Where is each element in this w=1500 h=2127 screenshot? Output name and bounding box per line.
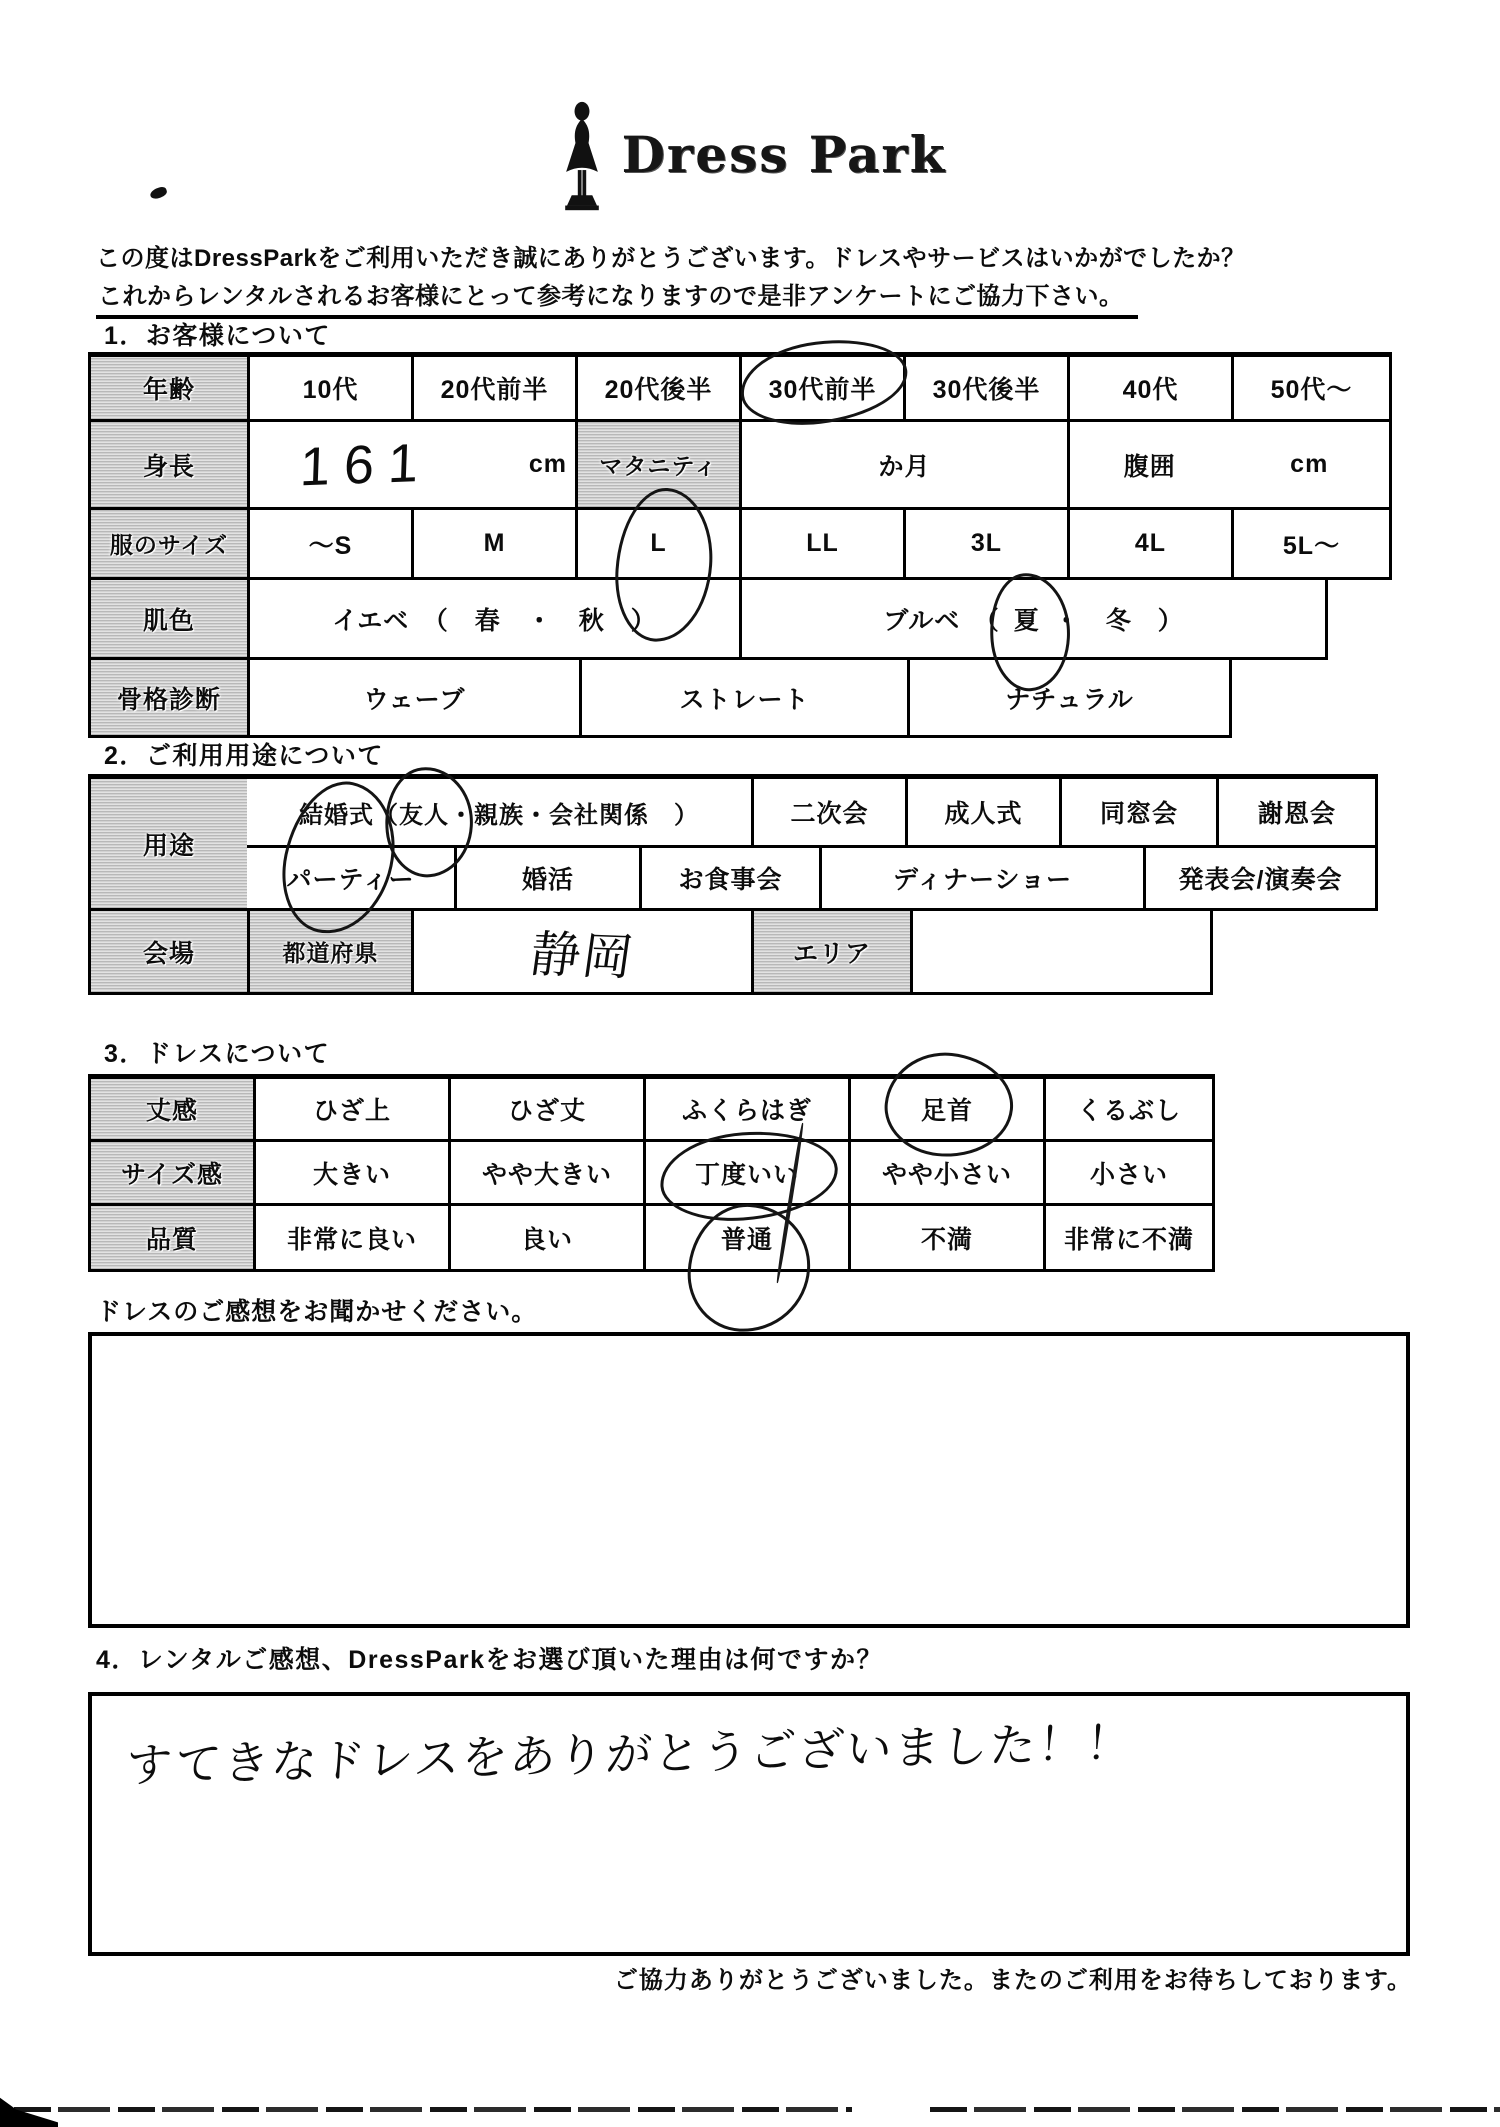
age-option: 10代 (247, 357, 411, 419)
purpose-paren: （ (374, 801, 399, 829)
purpose-row1 (247, 779, 1375, 845)
quality-option: 非常に不満 (1043, 1206, 1212, 1269)
skin-blue-cell (739, 580, 1325, 657)
age-option-selected (739, 357, 903, 419)
purpose-option: 成人式 (905, 779, 1059, 845)
handwritten-answer: すてきなドレスをありがとうございました！！ (124, 1716, 1136, 1792)
length-option: くるぶし (1043, 1079, 1212, 1139)
intro-line1: この度はDressParkをご利用いただき誠にありがとうございます。ドレスやサービスはいかがでしたか？ (96, 245, 1246, 272)
venue-label: 会場 (91, 911, 247, 992)
quality-option: 良い (448, 1206, 643, 1269)
fit-option: やや小さい (848, 1142, 1043, 1203)
skin-option-label: 夏 (1013, 606, 1040, 635)
length-option-selected (848, 1079, 1043, 1139)
dress-comment-box (88, 1332, 1410, 1628)
purpose-option: 二次会 (751, 779, 905, 845)
waist-label: 腹囲 (1123, 452, 1176, 481)
skeleton-option: ナチュラル (907, 660, 1229, 735)
skin-label: 肌色 (91, 580, 247, 657)
dress-table (88, 1074, 1215, 1272)
purpose-label: 用途 (91, 779, 247, 908)
purpose-options (247, 779, 1375, 908)
length-option-label: 足首 (920, 1097, 973, 1125)
logo (0, 92, 1500, 217)
purpose-option-wedding (247, 779, 751, 845)
skin-blue-selected (1014, 601, 1040, 637)
purpose-row2 (247, 845, 1375, 908)
age-option: 50代～ (1231, 357, 1389, 419)
length-label: 丈感 (91, 1079, 253, 1139)
age-row (88, 352, 1392, 422)
rental-comment-box (88, 1692, 1410, 1956)
size-label: 服のサイズ (91, 510, 247, 577)
scan-line-artifact (14, 2107, 852, 2112)
purpose-table (88, 774, 1378, 995)
prefecture-value-cell (411, 911, 751, 992)
fit-option: やや大きい (448, 1142, 643, 1203)
purpose-option: パーティー (286, 866, 415, 894)
purpose-option: 婚活 (454, 848, 639, 908)
prefecture-label: 都道府県 (247, 911, 411, 992)
age-option-label: 30代前半 (768, 376, 877, 404)
fit-label: サイズ感 (91, 1142, 253, 1203)
skin-yellow-cell: イエベ （ 春 ・ 秋 ） (247, 580, 739, 657)
height-row (88, 422, 1392, 510)
area-value-cell (910, 911, 1210, 992)
waist-cell (1067, 422, 1389, 507)
purpose-option: 謝恩会 (1216, 779, 1375, 845)
height-unit: cm (528, 450, 567, 478)
section4-title: 4．レンタルご感想、DressParkをお選び頂いた理由は何ですか？ (96, 1646, 883, 1674)
skeleton-row (88, 660, 1232, 738)
fit-option-selected (643, 1142, 848, 1203)
age-option: 40代 (1067, 357, 1231, 419)
area-label: エリア (751, 911, 910, 992)
handwritten-prefecture: 静岡 (526, 925, 638, 986)
venue-row (88, 911, 1213, 995)
age-option: 20代前半 (411, 357, 575, 419)
quality-option: 不満 (848, 1206, 1043, 1269)
purpose-option: 発表会/演奏会 (1143, 848, 1375, 908)
purpose-option: ディナーショー (819, 848, 1143, 908)
size-option: 3L (903, 510, 1067, 577)
quality-row (88, 1206, 1215, 1272)
footer-thanks: ご協力ありがとうございました。またのご利用をお待ちしております。 (613, 1967, 1412, 1994)
fit-option: 小さい (1043, 1142, 1212, 1203)
wedding-circled (299, 795, 374, 830)
skin-blue-suffix: ・ 冬 ） (1053, 606, 1184, 635)
section1-title: 1．お客様について (104, 322, 331, 350)
height-value-cell (247, 422, 575, 507)
fit-option-label: 丁度いい (694, 1160, 799, 1189)
maternity-label: マタニティ (575, 422, 739, 507)
waist-unit: cm (1290, 450, 1329, 478)
intro-line2: これからレンタルされるお客様にとって参考になりますので是非アンケートにご協力下さい。 (96, 276, 1138, 319)
purpose-rows (88, 774, 1378, 911)
purpose-option: 同窓会 (1059, 779, 1216, 845)
size-option: 5L～ (1231, 510, 1389, 577)
purpose-option-label: 結婚式 (299, 801, 374, 829)
skin-row (88, 580, 1328, 660)
customer-table (88, 352, 1392, 738)
maternity-months-cell: か月 (739, 422, 1067, 507)
size-option-selected (575, 510, 739, 577)
age-label: 年齢 (91, 357, 247, 419)
handwritten-height: 161 (298, 432, 434, 497)
length-option: ひざ上 (253, 1079, 448, 1139)
scan-line-artifact (930, 2107, 1500, 2112)
quality-option-label: 普通 (720, 1225, 773, 1254)
size-option: 4L (1067, 510, 1231, 577)
size-option: LL (739, 510, 903, 577)
length-row (88, 1074, 1215, 1142)
size-option: M (411, 510, 575, 577)
size-option-label: L (650, 529, 667, 557)
length-option: ふくらはぎ (643, 1079, 848, 1139)
purpose-option-label: 友人 (399, 801, 449, 829)
height-label: 身長 (91, 422, 247, 507)
size-option: ～S (247, 510, 411, 577)
dress-comment-prompt: ドレスのご感想をお聞かせください。 (96, 1298, 538, 1326)
quality-label: 品質 (91, 1206, 253, 1269)
skeleton-label: 骨格診断 (91, 660, 247, 735)
section3-title: 3．ドレスについて (104, 1040, 331, 1068)
fit-option: 大きい (253, 1142, 448, 1203)
skeleton-option: ストレート (579, 660, 907, 735)
friend-circled (399, 795, 449, 830)
section2-title: 2．ご利用用途について (104, 742, 384, 770)
logo-text: Dress Park (621, 125, 947, 184)
quality-option: 非常に良い (253, 1206, 448, 1269)
purpose-option-label: ・親族・会社関係 ） (449, 801, 699, 829)
size-row (88, 510, 1392, 580)
dress-silhouette-icon (554, 98, 610, 216)
fit-row (88, 1142, 1215, 1206)
age-option: 20代後半 (575, 357, 739, 419)
skeleton-option: ウェーブ (247, 660, 579, 735)
length-option: ひざ丈 (448, 1079, 643, 1139)
skin-blue-prefix: ブルベ （ (883, 606, 1000, 635)
quality-option-selected (643, 1206, 848, 1269)
purpose-option: お食事会 (639, 848, 819, 908)
age-option: 30代後半 (903, 357, 1067, 419)
